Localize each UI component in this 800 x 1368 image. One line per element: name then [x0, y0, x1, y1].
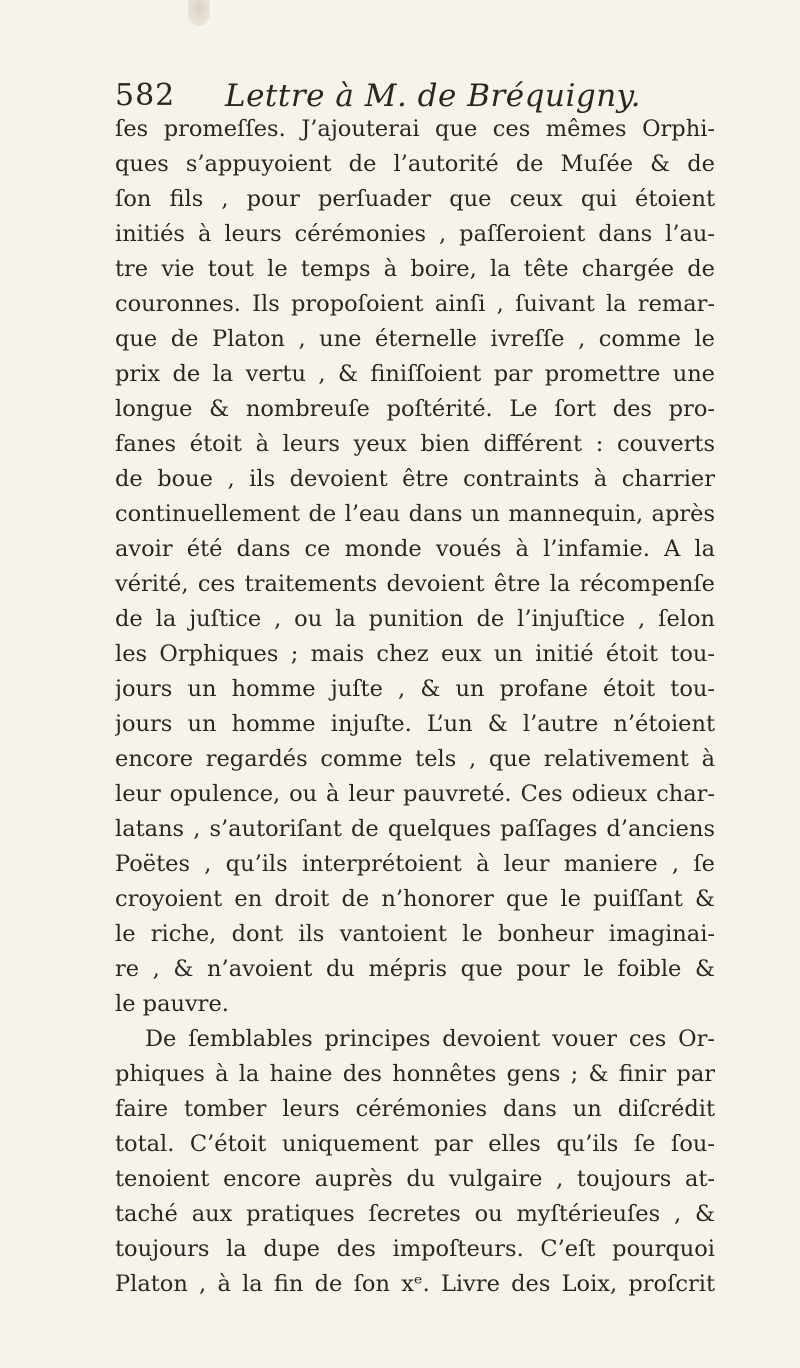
text-line: continuellement de l’eau dans un mannequin, après [115, 501, 715, 527]
text-line: de boue , ils devoient être contraints à charrier [115, 466, 715, 492]
text-line: tre vie tout le temps à boire, la tête chargée de [115, 256, 715, 282]
text-line: tenoient encore auprès du vulgaire , toujours at- [115, 1166, 715, 1192]
text-line: encore regardés comme tels , que relativement à [115, 746, 715, 772]
text-line: re , & n’avoient du mépris que pour le foible & [115, 956, 715, 982]
text-line: taché aux pratiques ſecretes ou myſtérieuſes , & [115, 1201, 715, 1227]
text-line: les Orphiques ; mais chez eux un initié étoit tou- [115, 641, 715, 667]
text-line: prix de la vertu , & finiſſoient par promettre une [115, 361, 715, 387]
text-line: total. C’étoit uniquement par elles qu’ils ſe ſou- [115, 1131, 715, 1157]
text-line: Platon , à la fin de ſon xᵉ. Livre des Loix, proſcrit [115, 1271, 715, 1297]
running-title: Lettre à M. de Bréquigny. [225, 78, 641, 114]
ink-stain [188, 0, 210, 26]
text-line: fanes étoit à leurs yeux bien différent : couverts [115, 431, 715, 457]
text-line: ſon fils , pour perſuader que ceux qui étoient [115, 186, 715, 212]
text-line: le riche, dont ils vantoient le bonheur imaginai- [115, 921, 715, 947]
text-line: faire tomber leurs cérémonies dans un diſcrédit [115, 1096, 715, 1122]
text-line: que de Platon , une éternelle ivreſſe , comme le [115, 326, 715, 352]
text-line: De ſemblables principes devoient vouer ces Or- [145, 1026, 715, 1052]
text-line: jours un homme juſte , & un profane étoit tou- [115, 676, 715, 702]
text-line: longue & nombreuſe poſtérité. Le ſort des pro- [115, 396, 715, 422]
body-text [115, 112, 715, 1302]
text-line: latans , s’autoriſant de quelques paſſages d’anciens [115, 816, 715, 842]
text-line: vérité, ces traitements devoient être la récompenſe [115, 571, 715, 597]
text-line: jours un homme injuſte. L’un & l’autre n’étoient [115, 711, 715, 737]
page-number: 582 [115, 78, 176, 113]
text-line: ſes promeſſes. J’ajouterai que ces mêmes Orphi- [115, 116, 715, 142]
text-line: leur opulence, ou à leur pauvreté. Ces odieux char- [115, 781, 715, 807]
text-line: avoir été dans ce monde voués à l’infamie. A la [115, 536, 715, 562]
text-line: initiés à leurs cérémonies , paſſeroient dans l’au- [115, 221, 715, 247]
text-line: phiques à la haine des honnêtes gens ; & finir par [115, 1061, 715, 1087]
text-line: ques s’appuyoient de l’autorité de Muſée & de [115, 151, 715, 177]
text-line: croyoient en droit de n’honorer que le puiſſant & [115, 886, 715, 912]
text-line: Poëtes , qu’ils interprétoient à leur maniere , ſe [115, 851, 715, 877]
text-line: le pauvre. [115, 991, 229, 1017]
text-line: de la juſtice , ou la punition de l’injuſtice , ſelon [115, 606, 715, 632]
text-line: toujours la dupe des impoſteurs. C’eſt pourquoi [115, 1236, 715, 1262]
text-line: couronnes. Ils propoſoient ainſi , ſuivant la remar- [115, 291, 715, 317]
